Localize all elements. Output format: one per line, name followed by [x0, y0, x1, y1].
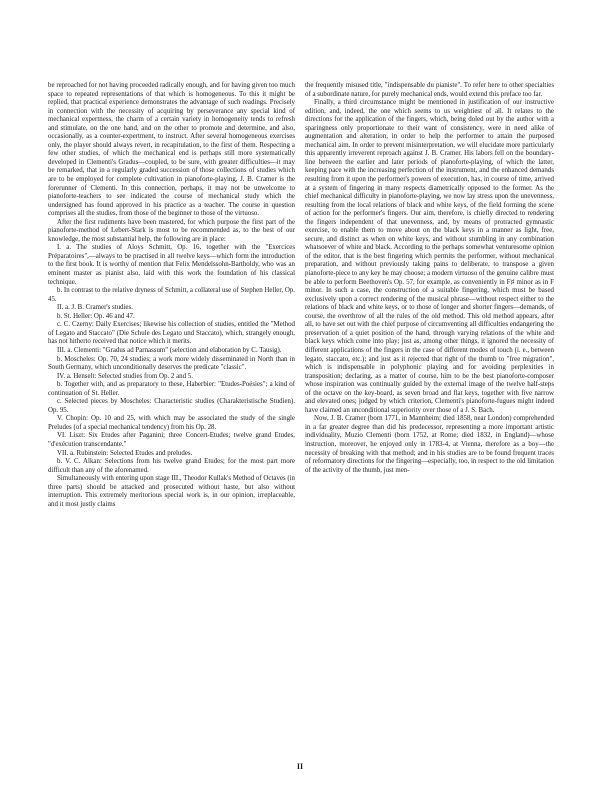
right-column — [305, 82, 554, 475]
list-item: V. Chopin: Op. 10 and 25, with which may be associated the study of the single Preludes (of a special mechanical tendency) from his Op. 28. — [48, 415, 295, 431]
list-item: b. Moscheles: Op. 70, 24 studies; a work more widely disseminated in North than in South Germany, which unconditionally deserves the predicate "classic". — [48, 355, 295, 372]
page-number: II — [296, 762, 304, 771]
list-item: b. V. C. Alkan: Selections from his twelve grand Etudes; for the most part more difficult than any of the aforenamed. — [48, 458, 295, 474]
paragraph: Simultaneously with entering upon stage III., Theodor Kullak's Method of Octaves (in three parts) should be attacked and prosecuted without haste, but also without interruption. This extremely meritorious special work is, in our opinion, irreplaceable, and it most justly claims — [48, 475, 295, 508]
list-item: b. St. Heller: Op. 46 and 47. — [57, 312, 135, 320]
paragraph: Now, J. B. Cramer (born 1771, in Mannheim; died 1858, near London) comprehended in a far greater degree than did his predecessor, representing a more important artistic individuality, Muzio Clementi (born 1752, at Rome; died 1832, in England)—whose instruction, moreover, he enjoyed only in 1783-4, at Vienna, therefore as a boy—the necessity of breaking with that method; and in his studies are to be found frequent traces of reformatory directions for the fingering—especially, too, in respect to the old limitation of the activity of the thumb, just men- — [305, 415, 554, 474]
list-item: II. a. J. B. Cramer's studies. — [57, 304, 133, 312]
paragraph: be reproached for not having proceeded radically enough, and for having given too much space to repeated representations of that which is homogeneous. To this it might be replied, that practical experience demonstrates the advantage of such readings. Precisely in connection with the necessity of acquiring by perseverance any special kind of mechanical expertness, the charm of a certain variety in homogeneity tends to refresh and stimulate, on the one hand, and on the other to promote and determine, and also, occasionally, as a counter-expertment, to instruct. After several homogeneous exercises only, the player should always revert, in recapitulation, to the first of them. Respecting a few other studies, of which the mechanical end is perhaps still more systematically developed in Clementi's Gradus—coupled, to be sure, with greater difficulties—it may be remarked, that in a regularly graded succession of those collections of studies which are to be employed for complete cultivation in pianoforte-playing, J. B. Cramer is the forerunner of Clementi. In this connection, perhaps, it may not be unwelcome to pianoforte-teachers to see indicated the course of mechanical study which the undersigned has found approved in his practice as a teacher. The course in question comprises all the studies, from those of the beginner to those of the virtuoso. — [48, 82, 295, 218]
list-item: I. a. The studies of Aloys Schmitt, Op. 16, together with the "Exercices Préparatoires",—always to be practised in all twelve keys—which form the introduction to the first book. It is worthy of mention that Felix Mendelssohn-Bartholdy, who was an eminent master as pianist also, laid with this work the foundation of his classical technique. — [48, 244, 295, 286]
list-item: c. Selected pieces by Moscheles: Characteristic studies (Charakteristische Studien). Op. 95. — [48, 398, 295, 414]
paragraph: After the first rudiments have been mastered, for which purpose the first part of the pianoforte-method of Lebert-Stark is most to be recommended as, to the best of our knowledge, the most substantial help, the following are in place: — [48, 218, 295, 243]
list-item: III. a. Clementi: "Gradus ad Parnassum" (selection and elaboration by C. Tausig). — [57, 346, 282, 354]
list-item: c. C. Czerny: Daily Exercises; likewise his collection of studies, entitled the "Method of Legato and Staccato" (Die Schule des Legato und Staccato), which, strangely enough, has not hitherto received that notice which it merits. — [48, 321, 295, 346]
paragraph: the frequently misused title, "indispensable du pianiste". To refer here to other specialties of a subordinate nature, for purely mechanical ends, would extend this preface too far. — [305, 82, 554, 98]
list-item: b. In contrast to the relative dryness of Schmitt, a collateral use of Stephen Heller, Op. 45. — [48, 287, 295, 303]
list-item: b. Together with, and as preparatory to these, Haberbier: "Etudes-Poésies"; a kind of continuation of St. Heller. — [48, 381, 295, 397]
left-column — [48, 82, 295, 509]
list-item: VII. a. Rubinstein: Selected Etudes and preludes. — [57, 449, 193, 457]
list-item: VI. Liszt: Six Etudes after Paganini; three Concert-Etudes; twelve grand Etudes, "d'exécution transcendante." — [48, 432, 295, 448]
paragraph: Finally, a third circumstance might be mentioned in justification of our instructive edition, and, indeed, the one which seems to us weightiest of all. It relates to the directions for the application of the fingers, which, being doled out by the author with a sparingness only proportionate to their want of consistency, were in need alike of augmentation and alteration, in order to help the performer to attain the purposed mechanical aim. In order to prevent misinterpretation, we will elucidate more particularly this apparently irreverent reproach against J. B. Cramer. His labors fell on the boundary-line between the earlier and later periods of pianoforte-playing, of which the latter, keeping pace with the increasing perfection of the instrument, and the enhanced demands resulting from it upon the performer's powers of execution, has, in course of time, arrived at a system of fingering in many respects diametrically opposed to the former. As the chief mechanical difficulty in pianoforte-playing, we now lay stress upon the unevenness, resulting from the local relations of black and white keys, of the field forming the scene of action for the performer's fingers. Our aim, therefore, is chiefly directed to rendering the fingers independent of that unevenness, and, by means of protracted gymnastic exercise, to enable them to move about on the black keys in a manner as light, free, secure, and distinct as when on white keys, and without stumbling in any combination whatsoever of white and black. According to the perhaps somewhat venturesome opinion of the editor, that is the best fingering which permits the performer, without mechanical preparation, and without previously taking pains to deliberate, to transpose a given pianoforte-piece to any key he may choose; a modern virtuoso of the genuine calibre must be able to perform Beethoven's Op. 57, for example, as conveniently in F♯ minor as in F minor. In such a case, the construction of a suitable fingering, which must be based exclusively upon a correct rendering of the musical phrase—without respect either to the relations of black and white keys, or to those of longer and shorter fingers—demands, of course, the overthrow of all the rules of the old method. This old method appears, after all, to have set out with the chief purpose of circumventing all difficulties endangering the preservation of a quiet position of the hand, through varying relations of the white and black keys which come into play; just as, among other things, it ignored the necessity of different applications of the fingers in the case of different modes of touch (i. e., between legato, staccato, etc.); and just as it rejected that right of the thumb to "free migration", which is indispensable in polyphonic playing and for avoiding perplexities in transposition; declaring, as a matter of course, him to be the best pianoforte-composer whose inspiration was continually guided by the external image of the twelve half-steps of the octave on the key-board, as seven broad and flat keys, together with five narrow and elevated ones; judged by which criterion, Clementi's pianoforte-fugues might indeed have claimed an unconditional superiority over those of a J. S. Bach. — [305, 99, 554, 414]
list-item: IV. a. Henselt: Selected studies from Op. 2 and 5. — [57, 372, 193, 380]
